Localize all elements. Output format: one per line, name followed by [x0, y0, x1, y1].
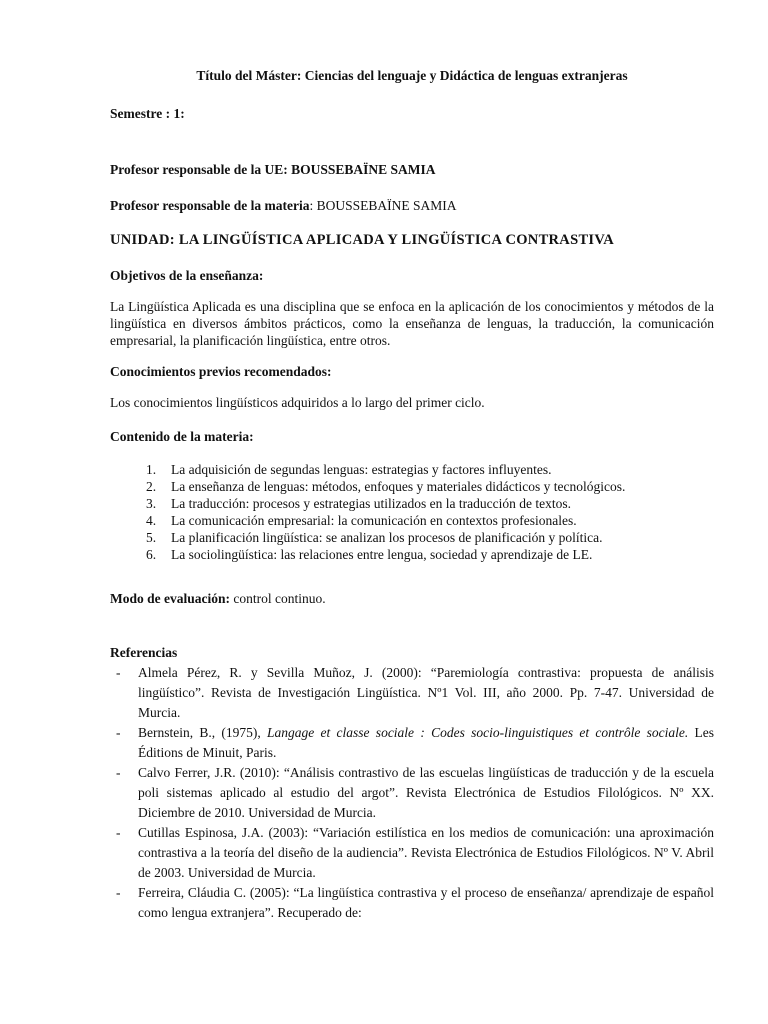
list-item: 5. La planificación lingüística: se analizan los procesos de planificación y política. — [146, 530, 603, 545]
list-item: 2. La enseñanza de lenguas: métodos, enfoques y materiales didácticos y tecnológicos. — [146, 479, 626, 494]
objetivos-text: La Lingüística Aplicada es una disciplina que se enfoca en la aplicación de los conocimientos y métodos de la lingüística en diversos ámbitos prácticos, como la enseñanza de lenguas, la traducción, la comunicación empresarial, la planificación lingüística, entre otros. — [110, 299, 714, 348]
profesor-materia-line — [110, 198, 714, 214]
evaluacion-line — [110, 591, 714, 607]
list-item: 4. La comunicación empresarial: la comunicación en contextos profesionales. — [146, 513, 577, 528]
list-item: - Ferreira, Cláudia C. (2005): “La lingüística contrastiva y el proceso de enseñanza/ aprendizaje de español como lengua extranjera”. Recuperado de: — [116, 885, 714, 920]
list-item: - Almela Pérez, R. y Sevilla Muñoz, J. (2000): “Paremiología contrastiva: propuesta de análisis lingüístico”. Revista de Investigación Lingüística. Nº1 Vol. III, año 2000. Pp. 7-47. Universidad de Murcia. — [116, 665, 714, 720]
list-item: 1. La adquisición de segundas lenguas: estrategias y factores influyentes. — [146, 462, 552, 477]
contenido-heading: Contenido de la materia: — [110, 429, 254, 444]
conocimientos-heading: Conocimientos previos recomendados: — [110, 364, 332, 379]
objetivos-heading: Objetivos de la enseñanza: — [110, 268, 264, 283]
unidad-heading: UNIDAD: LA LINGÜÍSTICA APLICADA Y LINGÜÍSTICA CONTRASTIVA — [110, 232, 615, 248]
profesor-materia-label: Profesor responsable de la materia — [110, 198, 310, 213]
list-item: - Cutillas Espinosa, J.A. (2003): “Variación estilística en los medios de comunicación: una aproximación contrastiva a la teoría del diseño de la audiencia”. Revista Electrónica de Estudios Filológicos. Nº V. Abril de 2003. Universidad de Murcia. — [116, 825, 714, 880]
semestre-line: Semestre : 1: — [110, 106, 185, 121]
conocimientos-text: Los conocimientos lingüísticos adquiridos a lo largo del primer ciclo. — [110, 395, 485, 410]
evaluacion-label: Modo de evaluación: — [110, 591, 230, 606]
master-title: Título del Máster: Ciencias del lenguaje y Didáctica de lenguas extranjeras — [196, 68, 628, 83]
contenido-list — [110, 461, 714, 563]
referencias-list — [110, 663, 714, 923]
list-item: - Calvo Ferrer, J.R. (2010): “Análisis contrastivo de las escuelas lingüísticas de traducción y de la escuela poli sistemas aplicado al estudio del argot”. Revista Electrónica de Estudios Filológicos. Nº XX. Diciembre de 2010. Universidad de Murcia. — [116, 765, 714, 820]
profesor-materia-value: : BOUSSEBAÏNE SAMIA — [309, 198, 457, 213]
profesor-ue-line: Profesor responsable de la UE: BOUSSEBAÏNE SAMIA — [110, 162, 436, 177]
referencias-heading: Referencias — [110, 645, 178, 660]
list-item: 6. La sociolingüística: las relaciones entre lengua, sociedad y aprendizaje de LE. — [146, 547, 593, 562]
list-item: 3. La traducción: procesos y estrategias utilizados en la traducción de textos. — [146, 496, 571, 511]
evaluacion-value: control continuo. — [230, 591, 326, 606]
list-item: - Bernstein, B., (1975), Langage et classe sociale : Codes socio-linguistiques et contrôle sociale. Les Éditions de Minuit, Paris. — [116, 725, 714, 760]
document-page — [110, 68, 714, 923]
